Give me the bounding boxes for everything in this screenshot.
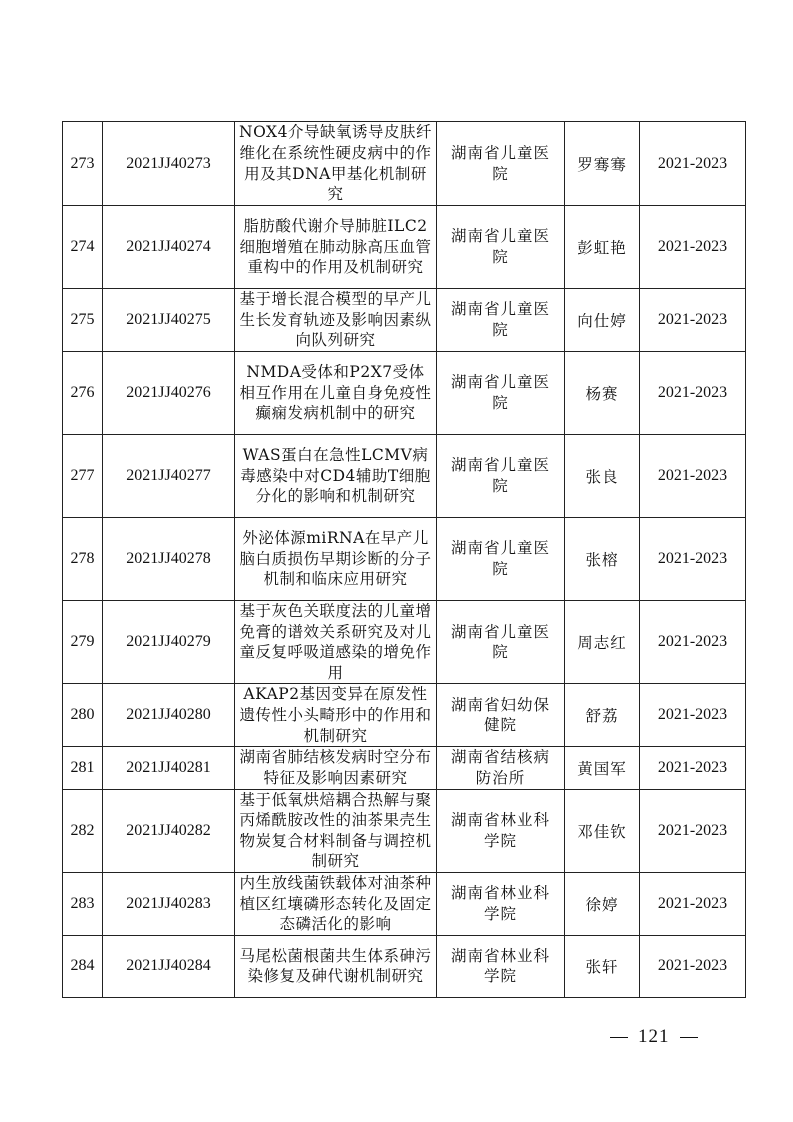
row-number: 280 bbox=[63, 684, 103, 747]
principal-investigator: 向仕婷 bbox=[565, 289, 640, 352]
institution: 湖南省儿童医院 bbox=[437, 601, 565, 684]
row-number: 281 bbox=[63, 747, 103, 789]
table-row bbox=[63, 789, 746, 872]
principal-investigator: 徐婷 bbox=[565, 872, 640, 935]
table-row bbox=[63, 684, 746, 747]
table-row bbox=[63, 872, 746, 935]
project-table bbox=[62, 121, 746, 998]
project-period: 2021-2023 bbox=[640, 684, 746, 747]
institution: 湖南省林业科学院 bbox=[437, 935, 565, 997]
institution: 湖南省儿童医院 bbox=[437, 206, 565, 289]
row-number: 274 bbox=[63, 206, 103, 289]
principal-investigator: 周志红 bbox=[565, 601, 640, 684]
institution: 湖南省儿童医院 bbox=[437, 122, 565, 206]
project-title: 脂肪酸代谢介导肺脏ILC2细胞增殖在肺动脉高压血管重构中的作用及机制研究 bbox=[235, 206, 437, 289]
table-row bbox=[63, 601, 746, 684]
project-title: 湖南省肺结核发病时空分布特征及影响因素研究 bbox=[235, 747, 437, 789]
project-period: 2021-2023 bbox=[640, 789, 746, 872]
project-code: 2021JJ40278 bbox=[103, 518, 235, 601]
project-title: 外泌体源miRNA在早产儿脑白质损伤早期诊断的分子机制和临床应用研究 bbox=[235, 518, 437, 601]
project-period: 2021-2023 bbox=[640, 935, 746, 997]
project-code: 2021JJ40284 bbox=[103, 935, 235, 997]
project-title: NOX4介导缺氧诱导皮肤纤维化在系统性硬皮病中的作用及其DNA甲基化机制研究 bbox=[235, 122, 437, 206]
institution: 湖南省结核病防治所 bbox=[437, 747, 565, 789]
project-title: AKAP2基因变异在原发性遗传性小头畸形中的作用和机制研究 bbox=[235, 684, 437, 747]
project-code: 2021JJ40280 bbox=[103, 684, 235, 747]
institution: 湖南省林业科学院 bbox=[437, 789, 565, 872]
table-row bbox=[63, 935, 746, 997]
project-period: 2021-2023 bbox=[640, 518, 746, 601]
project-title: 内生放线菌铁载体对油茶种植区红壤磷形态转化及固定态磷活化的影响 bbox=[235, 872, 437, 935]
principal-investigator: 张榕 bbox=[565, 518, 640, 601]
project-title: 基于增长混合模型的早产儿生长发育轨迹及影响因素纵向队列研究 bbox=[235, 289, 437, 352]
table-row bbox=[63, 435, 746, 518]
project-code: 2021JJ40276 bbox=[103, 352, 235, 435]
principal-investigator: 邓佳钦 bbox=[565, 789, 640, 872]
institution: 湖南省儿童医院 bbox=[437, 435, 565, 518]
row-number: 276 bbox=[63, 352, 103, 435]
table-row bbox=[63, 122, 746, 206]
project-period: 2021-2023 bbox=[640, 872, 746, 935]
project-title: NMDA受体和P2X7受体相互作用在儿童自身免疫性癫痫发病机制中的研究 bbox=[235, 352, 437, 435]
project-code: 2021JJ40283 bbox=[103, 872, 235, 935]
project-code: 2021JJ40279 bbox=[103, 601, 235, 684]
project-code: 2021JJ40281 bbox=[103, 747, 235, 789]
project-period: 2021-2023 bbox=[640, 601, 746, 684]
table-row bbox=[63, 518, 746, 601]
project-code: 2021JJ40275 bbox=[103, 289, 235, 352]
principal-investigator: 彭虹艳 bbox=[565, 206, 640, 289]
project-period: 2021-2023 bbox=[640, 747, 746, 789]
table-row bbox=[63, 352, 746, 435]
project-period: 2021-2023 bbox=[640, 122, 746, 206]
project-code: 2021JJ40277 bbox=[103, 435, 235, 518]
project-code: 2021JJ40282 bbox=[103, 789, 235, 872]
row-number: 273 bbox=[63, 122, 103, 206]
row-number: 278 bbox=[63, 518, 103, 601]
institution: 湖南省儿童医院 bbox=[437, 289, 565, 352]
institution: 湖南省儿童医院 bbox=[437, 352, 565, 435]
project-code: 2021JJ40273 bbox=[103, 122, 235, 206]
table-row bbox=[63, 289, 746, 352]
table-row bbox=[63, 747, 746, 789]
project-period: 2021-2023 bbox=[640, 352, 746, 435]
footer-dash-left bbox=[610, 1037, 628, 1038]
row-number: 282 bbox=[63, 789, 103, 872]
institution: 湖南省林业科学院 bbox=[437, 872, 565, 935]
row-number: 279 bbox=[63, 601, 103, 684]
project-period: 2021-2023 bbox=[640, 289, 746, 352]
project-title: 马尾松菌根菌共生体系砷污染修复及砷代谢机制研究 bbox=[235, 935, 437, 997]
row-number: 283 bbox=[63, 872, 103, 935]
principal-investigator: 罗骞骞 bbox=[565, 122, 640, 206]
project-code: 2021JJ40274 bbox=[103, 206, 235, 289]
row-number: 277 bbox=[63, 435, 103, 518]
institution: 湖南省儿童医院 bbox=[437, 518, 565, 601]
project-period: 2021-2023 bbox=[640, 206, 746, 289]
footer-dash-right bbox=[680, 1037, 698, 1038]
project-table-body bbox=[63, 122, 746, 998]
project-period: 2021-2023 bbox=[640, 435, 746, 518]
table-row bbox=[63, 206, 746, 289]
project-title: 基于灰色关联度法的儿童增免膏的谱效关系研究及对儿童反复呼吸道感染的增免作用 bbox=[235, 601, 437, 684]
project-title: WAS蛋白在急性LCMV病毒感染中对CD4辅助T细胞分化的影响和机制研究 bbox=[235, 435, 437, 518]
principal-investigator: 黄国军 bbox=[565, 747, 640, 789]
row-number: 284 bbox=[63, 935, 103, 997]
project-title: 基于低氧烘焙耦合热解与聚丙烯酰胺改性的油茶果壳生物炭复合材料制备与调控机制研究 bbox=[235, 789, 437, 872]
institution: 湖南省妇幼保健院 bbox=[437, 684, 565, 747]
page-footer bbox=[600, 1026, 708, 1048]
principal-investigator: 舒荔 bbox=[565, 684, 640, 747]
row-number: 275 bbox=[63, 289, 103, 352]
page-number: 121 bbox=[638, 1026, 670, 1047]
principal-investigator: 杨赛 bbox=[565, 352, 640, 435]
principal-investigator: 张轩 bbox=[565, 935, 640, 997]
principal-investigator: 张良 bbox=[565, 435, 640, 518]
